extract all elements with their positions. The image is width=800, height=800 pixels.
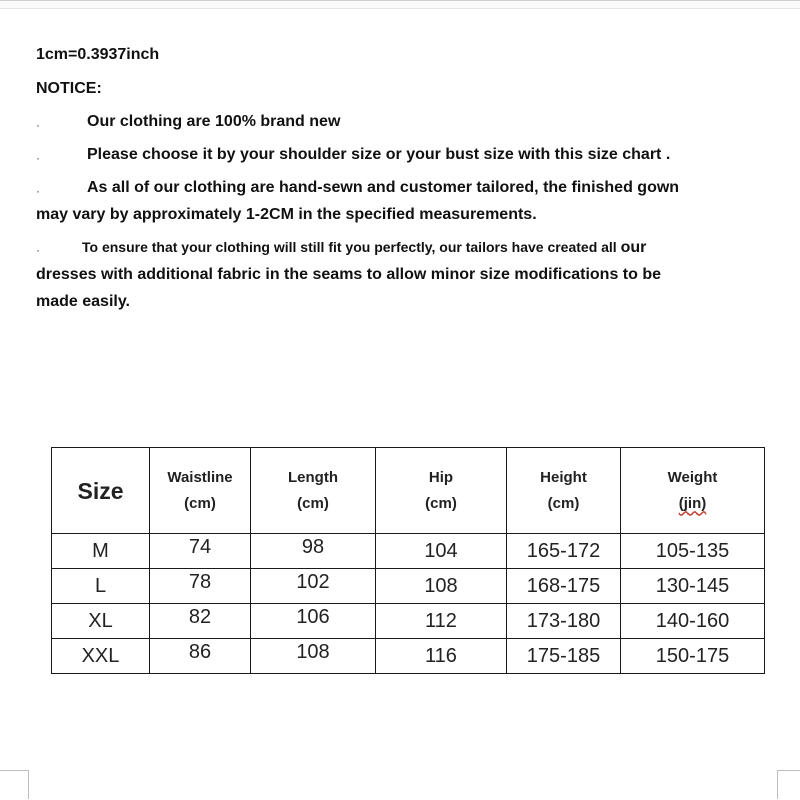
notice-heading: NOTICE: bbox=[36, 80, 102, 97]
cell-waistline: 74 bbox=[150, 534, 251, 569]
cell-weight: 140-160 bbox=[621, 604, 765, 639]
header-hip bbox=[376, 448, 507, 534]
page-corner-mark-right bbox=[777, 770, 800, 799]
cell-weight: 105-135 bbox=[621, 534, 765, 569]
notice-text bbox=[82, 237, 646, 259]
cell-size: L bbox=[52, 569, 150, 604]
notice-text: Our clothing are 100% brand new bbox=[87, 113, 341, 130]
cell-waistline: 82 bbox=[150, 604, 251, 639]
bullet-icon: · bbox=[36, 243, 40, 257]
page-top-edge bbox=[0, 0, 800, 9]
header-height bbox=[507, 448, 621, 534]
cell-height: 168-175 bbox=[507, 569, 621, 604]
notice-text-small: To ensure that your clothing will still fit you perfectly, our tailors have created all bbox=[82, 239, 617, 255]
notice-text: As all of our clothing are hand-sewn and customer tailored, the finished gown bbox=[87, 179, 680, 196]
unit-conversion: 1cm=0.3937inch bbox=[36, 46, 160, 63]
cell-hip: 108 bbox=[376, 569, 507, 604]
header-unit: (cm) bbox=[297, 494, 329, 512]
cell-hip: 104 bbox=[376, 534, 507, 569]
cell-height: 165-172 bbox=[507, 534, 621, 569]
cell-waistline: 86 bbox=[150, 639, 251, 674]
header-unit: (cm) bbox=[184, 494, 216, 512]
notice-text-continued: may vary by approximately 1-2CM in the specified measurements. bbox=[36, 206, 537, 223]
header-size: Size bbox=[52, 448, 150, 534]
cell-weight: 150-175 bbox=[621, 639, 765, 674]
header-length bbox=[251, 448, 376, 534]
header-unit: (jin) bbox=[678, 494, 707, 512]
cell-height: 175-185 bbox=[507, 639, 621, 674]
cell-length: 98 bbox=[251, 534, 376, 569]
notice-text-continued: made easily. bbox=[36, 293, 130, 310]
cell-hip: 112 bbox=[376, 604, 507, 639]
table-row bbox=[52, 569, 765, 604]
header-label: Hip bbox=[428, 468, 454, 486]
cell-weight: 130-145 bbox=[621, 569, 765, 604]
cell-length: 108 bbox=[251, 639, 376, 674]
cell-length: 106 bbox=[251, 604, 376, 639]
notice-text-tail: our bbox=[620, 239, 647, 256]
header-unit: (cm) bbox=[547, 494, 580, 512]
header-label: Waistline bbox=[167, 468, 233, 486]
notice-text: Please choose it by your shoulder size or your bust size with this size chart . bbox=[87, 146, 671, 163]
cell-size: XL bbox=[52, 604, 150, 639]
header-waistline bbox=[150, 448, 251, 534]
table-row bbox=[52, 639, 765, 674]
table-header-row bbox=[52, 448, 765, 534]
header-label: Height bbox=[540, 468, 587, 486]
cell-size: M bbox=[52, 534, 150, 569]
header-label: Length bbox=[288, 468, 338, 486]
table-row bbox=[52, 604, 765, 639]
cell-hip: 116 bbox=[376, 639, 507, 674]
header-unit-wrap bbox=[621, 491, 764, 517]
cell-length: 102 bbox=[251, 569, 376, 604]
header-weight bbox=[621, 448, 765, 534]
bullet-icon: · bbox=[36, 118, 40, 132]
cell-waistline: 78 bbox=[150, 569, 251, 604]
page-corner-mark-left bbox=[0, 770, 29, 799]
bullet-icon: · bbox=[36, 151, 40, 165]
notice-text-continued: dresses with additional fabric in the seams to allow minor size modifications to be bbox=[36, 266, 662, 283]
cell-size: XXL bbox=[52, 639, 150, 674]
table-row bbox=[52, 534, 765, 569]
bullet-icon: · bbox=[36, 184, 40, 198]
header-label: Weight bbox=[667, 468, 718, 486]
size-chart-table bbox=[51, 447, 765, 674]
header-unit: (cm) bbox=[425, 494, 457, 512]
cell-height: 173-180 bbox=[507, 604, 621, 639]
